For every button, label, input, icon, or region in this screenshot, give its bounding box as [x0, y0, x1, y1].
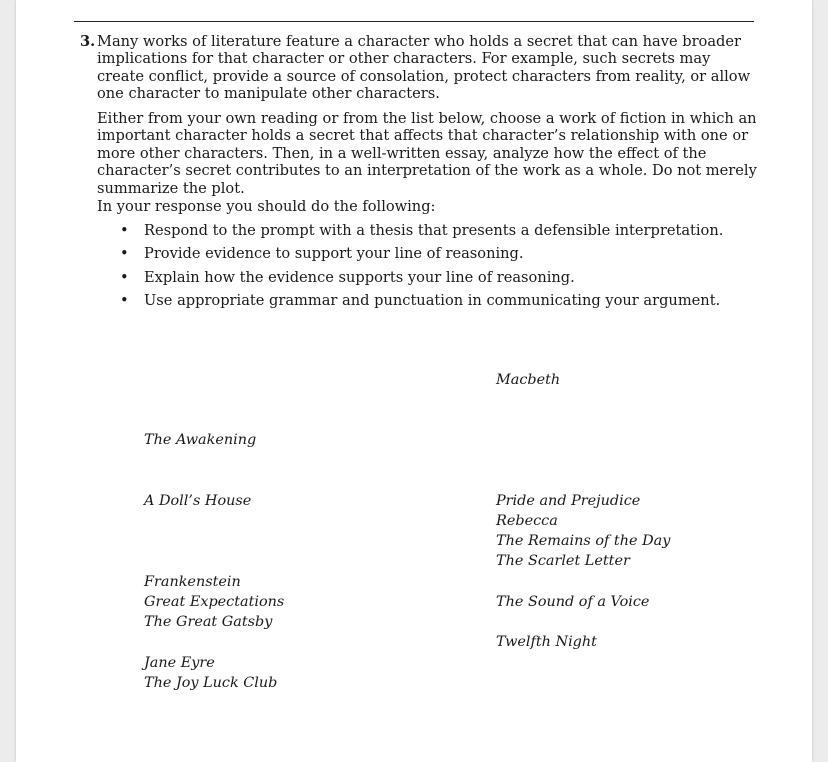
work-title: The Scarlet Letter: [496, 553, 630, 569]
list-item-text: Provide evidence to support your line of reasoning.: [144, 245, 524, 263]
top-divider: [74, 21, 754, 22]
work-title: The Remains of the Day: [496, 533, 671, 549]
list-item: [116, 292, 723, 315]
work-title: The Awakening: [144, 432, 257, 448]
list-item-text: Explain how the evidence supports your line of reasoning.: [144, 268, 575, 286]
work-title: Macbeth: [496, 372, 561, 388]
work-title: The Sound of a Voice: [496, 594, 650, 610]
requirements-list: [116, 222, 723, 316]
list-item: [116, 222, 723, 245]
bullet-icon: •: [120, 222, 129, 239]
list-item-text: Use appropriate grammar and punctuation in communicating your argument.: [144, 292, 721, 310]
bullet-icon: •: [120, 245, 129, 263]
work-title: Frankenstein: [144, 574, 241, 590]
document-page: [16, 0, 812, 762]
instructions-lead: In your response you should do the following:: [97, 198, 436, 215]
work-title: Pride and Prejudice: [496, 493, 641, 509]
work-title: A Doll’s House: [144, 493, 252, 509]
work-title: The Joy Luck Club: [144, 675, 278, 691]
work-title: Twelfth Night: [496, 634, 597, 650]
list-item: [116, 245, 723, 268]
prompt-paragraph-1: Many works of literature feature a character who holds a secret that can have broader implications for that character or other characters. For example, such secrets may create conflict, provide a source of consolation, protect characters from reality, or allow one character to manipulate other characters.: [97, 33, 751, 103]
work-title: Great Expectations: [144, 594, 285, 610]
work-title: The Great Gatsby: [144, 614, 273, 630]
question-number: 3.: [80, 33, 96, 50]
list-item-text: Respond to the prompt with a thesis that presents a defensible interpretation.: [144, 222, 724, 239]
work-title: Jane Eyre: [144, 655, 215, 671]
bullet-icon: •: [120, 268, 129, 286]
work-title: Rebecca: [496, 513, 558, 529]
bullet-icon: •: [120, 292, 129, 310]
list-item: [116, 269, 723, 292]
prompt-paragraph-2: Either from your own reading or from the list below, choose a work of fiction in which an important character holds a secret that affects that character’s relationship with one or more other characters. Then, in a well-written essay, analyze how the effect of the character’s secret contributes to an interpretation of the work as a whole. Do not merely summarize the plot.: [97, 110, 757, 197]
